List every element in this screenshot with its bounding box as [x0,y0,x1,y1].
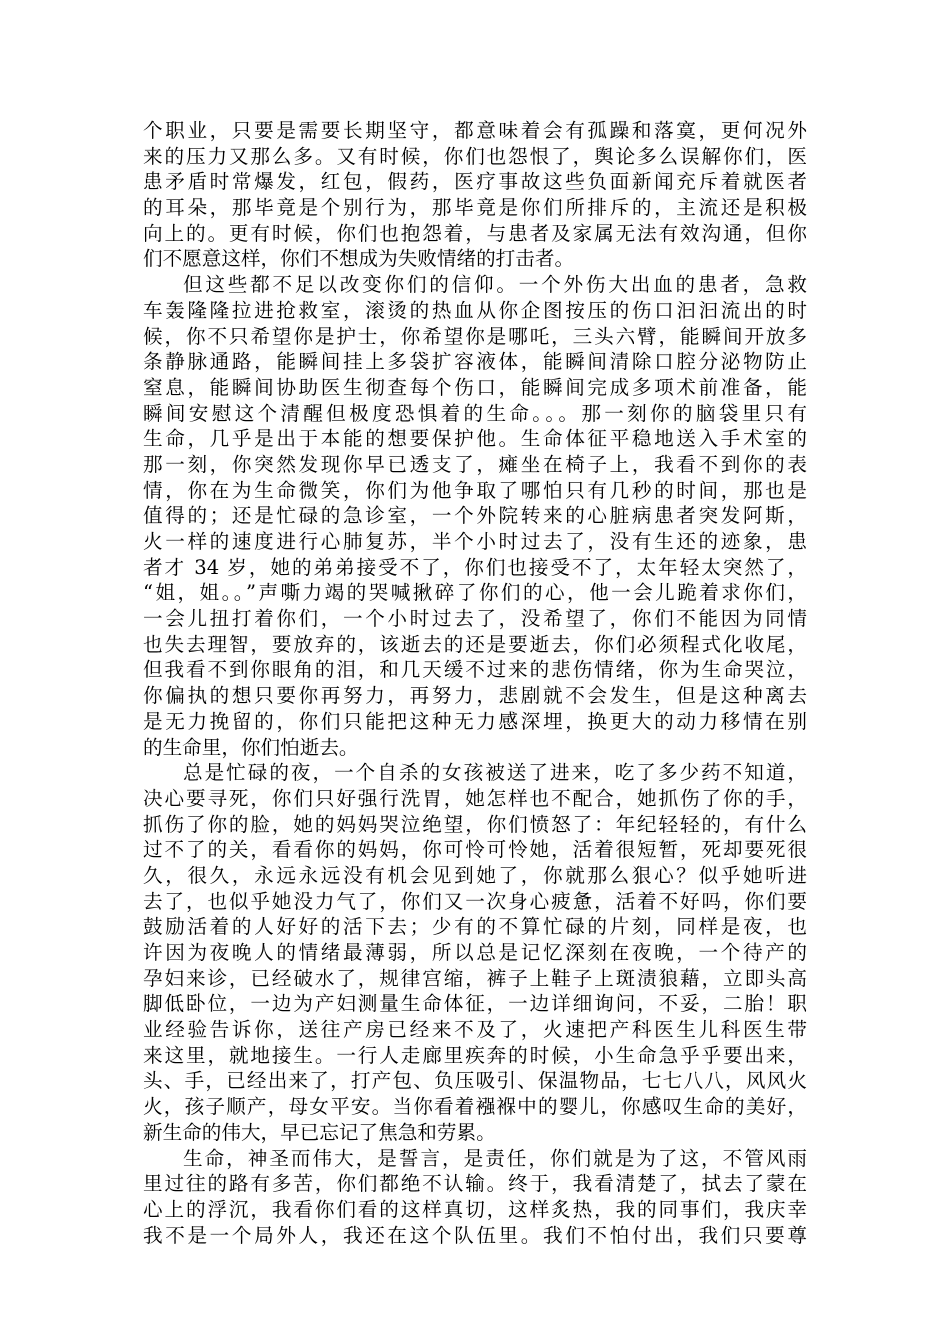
paragraph [143,1146,807,1249]
text-line: 新生命的伟大，早已忘记了焦急和劳累。 [143,1120,496,1144]
text-line: 但这些都不足以改变你们的信仰。一个外伤大出血的患者，急救 [183,273,807,297]
text-line: 生命，几乎是出于本能的想要保护他。生命体征平稳地送入手术室的 [143,427,807,451]
text-line: 头、手，已经出来了，打产包、负压吸引、保温物品，七七八八，风风火 [143,1069,807,1093]
text-line: 你偏执的想只要你再努力，再努力，悲剧就不会发生，但是这种离去 [143,684,807,708]
text-line: 的生命里，你们怕逝去。 [143,735,359,759]
text-line: 车轰隆隆拉进抢救室，滚烫的热血从你企图按压的伤口汩汩流出的时 [143,298,807,322]
text-line: 也失去理智，要放弃的，该逝去的还是要逝去，你们必须程式化收尾， [143,632,807,656]
text-line: 但我看不到你眼角的泪，和几天缓不过来的悲伤情绪，你为生命哭泣， [143,658,807,682]
text-line: 们不愿意这样，你们不想成为失败情绪的打击者。 [143,247,575,271]
text-line: 生命，神圣而伟大，是誓言，是责任，你们就是为了这，不管风雨 [183,1146,807,1170]
text-line: 久，很久，永远永远没有机会见到她了，你就那么狠心？似乎她听进 [143,863,807,887]
text-line: 总是忙碌的夜，一个自杀的女孩被送了进来，吃了多少药不知道， [183,761,807,785]
text-line: 个职业，只要是需要长期坚守，都意味着会有孤躁和落寞，更何况外 [143,119,807,142]
text-line: 来的压力又那么多。又有时候，你们也怨恨了，舆论多么误解你们，医 [143,144,807,168]
text-line: 来这里，就地接生。一行人走廊里疾奔的时候，小生命急乎乎要出来， [143,1043,807,1067]
text-line: 业经验告诉你，送往产房已经来不及了，火速把产科医生儿科医生带 [143,1018,807,1042]
text-line: 情，你在为生命微笑，你们为他争取了哪怕只有几秒的时间，那也是 [143,478,807,502]
text-line: 值得的；还是忙碌的急诊室，一个外院转来的心脏病患者突发阿斯， [143,504,807,528]
text-line: 患矛盾时常爆发，红包，假药，医疗事故这些负面新闻充斥着就医者 [143,170,807,194]
text-line: “姐，姐。。”声嘶力竭的哭喊揪碎了你们的心，他一会儿跪着求你们， [143,581,807,605]
text-line: 一会儿扭打着你们，一个小时过去了，没希望了，你们不能因为同情 [143,607,807,631]
text-line: 我不是一个局外人，我还在这个队伍里。我们不怕付出，我们只要尊 [143,1223,807,1247]
paragraph [143,760,807,1145]
text-line: 火，孩子顺产，母女平安。当你看着襁褓中的婴儿，你感叹生命的美好， [143,1095,807,1119]
text-line: 过不了的关，看看你的妈妈，你可怜可怜她，活着很短暂，死却要死很 [143,838,807,862]
text-line: 许因为夜晚人的情绪最薄弱，所以总是记忆深刻在夜晚，一个待产的 [143,941,807,964]
text-line: 向上的。更有时候，你们也抱怨着，与患者及家属无法有效沟通，但你 [143,221,807,245]
text-line: 心上的浮沉，我看你们看的这样真切，这样炙热，我的同事们，我庆幸 [143,1197,807,1221]
text-line: 候，你不只希望你是护士，你希望你是哪吒，三头六臂，能瞬间开放多 [143,324,807,348]
text-line: 条静脉通路，能瞬间挂上多袋扩容液体，能瞬间清除口腔分泌物防止 [143,350,807,374]
text-line: 火一样的速度进行心肺复苏，半个小时过去了，没有生还的迹象，患 [143,530,807,553]
text-line: 者才 34 岁，她的弟弟接受不了，你们也接受不了，太年轻太突然了， [143,555,807,579]
paragraph [143,272,807,760]
text-line: 决心要寻死，你们只好强行洗胃，她怎样也不配合，她抓伤了你的手， [143,786,807,810]
text-line: 抓伤了你的脸，她的妈妈哭泣绝望，你们愤怒了：年纪轻轻的，有什么 [143,812,807,836]
text-line: 的耳朵，那毕竟是个别行为，那毕竟是你们所排斥的，主流还是积极 [143,196,807,220]
text-line: 脚低卧位，一边为产妇测量生命体征，一边详细询问，不妥，二胎！职 [143,992,807,1016]
text-line: 鼓励活着的人好好的活下去；少有的不算忙碌的片刻，同样是夜，也 [143,915,807,939]
text-line: 孕妇来诊，已经破水了，规律宫缩，裤子上鞋子上斑渍狼藉，立即头高 [143,966,807,990]
paragraph [143,118,807,272]
text-line: 窒息，能瞬间协助医生彻查每个伤口，能瞬间完成多项术前准备，能 [143,375,807,399]
text-line: 里过往的路有多苦，你们都绝不认输。终于，我看清楚了，拭去了蒙在 [143,1172,807,1196]
document-body [143,118,807,1248]
text-line: 去了，也似乎她没力气了，你们又一次身心疲惫，活着不好吗，你们要 [143,889,807,913]
text-line: 那一刻，你突然发现你早已透支了，瘫坐在椅子上，我看不到你的表 [143,452,807,476]
text-line: 瞬间安慰这个清醒但极度恐惧着的生命。。。那一刻你的脑袋里只有 [143,401,807,425]
text-line: 是无力挽留的，你们只能把这种无力感深埋，换更大的动力移情在别 [143,709,807,733]
